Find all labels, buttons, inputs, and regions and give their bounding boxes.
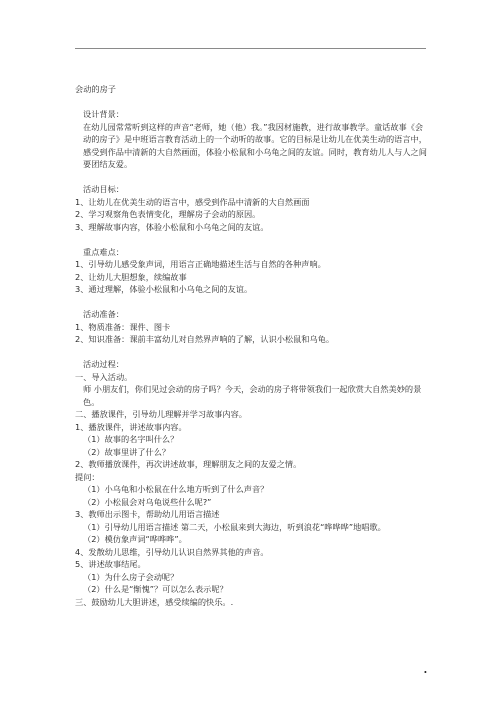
process-line: （1）小乌龟和小松鼠在什么地方听到了什么声音？ xyxy=(83,484,269,494)
process-intro-text: 师 小朋友们，你们见过会动的房子吗？今天，会动的房子将带领我们一起欣赏大自然美妙的景色。 xyxy=(83,384,422,407)
process-line: （2）小松鼠会对乌龟说些什么呢?” xyxy=(83,496,212,507)
background-paragraph: 在幼儿园常常听到这样的声音“老师，她（他）我。”我因材施教，进行故事教学。童话故事《会动的房子》是中班语言教育活动上的一个动听的故事。它的目标是让幼儿在优美生动的语言中，感受到作品中清新的大自然画面，体验小松鼠和小乌龟之间的友谊。同时，教育幼儿人与人之间要团结友爱。 xyxy=(83,121,427,169)
process-line: 三、鼓励幼儿大胆讲述，感受续编的快乐。. xyxy=(75,596,234,607)
preparation-heading: 活动准备： xyxy=(83,309,124,319)
process-line: （1）故事的名字叫什么？ xyxy=(83,434,179,444)
process-line: 1、播放课件，讲述故事内容。 xyxy=(75,421,187,432)
process-heading: 活动过程： xyxy=(83,359,124,369)
key-points-heading: 重点难点： xyxy=(83,246,124,257)
process-line: 4、发散幼儿思维，引导幼儿认识自然界其他的声音。 xyxy=(75,546,269,557)
process-intro-title: 一、导入活动。 xyxy=(75,371,133,382)
goals-heading: 活动目标： xyxy=(83,184,124,194)
document-title: 会动的房子 xyxy=(75,84,116,94)
document-body xyxy=(75,83,427,608)
preparation-item: 2、知识准备：课前丰富幼儿对自然界声响的了解，认识小松鼠和乌龟。 xyxy=(75,334,335,344)
key-point-item: 2、让幼儿大胆想象，续编故事 xyxy=(75,271,187,282)
process-line: （1）为什么房子会动呢？ xyxy=(83,571,179,582)
background-heading: 设计背景： xyxy=(83,109,124,119)
header-rule xyxy=(75,48,426,49)
process-line: （1）引导幼儿用语言描述 第二天，小松鼠来到大海边，听到浪花“哗哗哗”地唱歌。 xyxy=(83,521,386,532)
goal-item: 2、学习观察角色表情变化，理解房子会动的原因。 xyxy=(75,209,261,219)
goal-item: 3、理解故事内容，体验小松鼠和小乌龟之间的友谊。 xyxy=(75,221,269,232)
process-line: （2）什么是“惭愧”？可以怎么表示呢？ xyxy=(83,584,228,594)
key-point-item: 1、引导幼儿感受象声词，用语言正确地描述生活与自然的各种声响。 xyxy=(75,259,326,269)
process-line: 二、播放课件，引导幼儿理解并学习故事内容。 xyxy=(75,409,247,419)
process-line: 5、讲述故事结尾。 xyxy=(75,559,146,569)
process-line: （2）故事里讲了什么？ xyxy=(83,446,171,457)
preparation-item: 1、物质准备：课件、图卡 xyxy=(75,321,171,332)
process-line: 3、教师出示图卡，帮助幼儿用语言描述 xyxy=(75,509,220,519)
footer-mark: . xyxy=(422,658,428,677)
key-point-item: 3、通过理解，体验小松鼠和小乌龟之间的友谊。 xyxy=(75,284,253,294)
process-line: 提问： xyxy=(75,471,100,482)
process-line: 2、教师播放课件，再次讲述故事，理解朋友之间的友爱之情。 xyxy=(75,459,302,469)
process-line: （2）模仿象声词“哗哗哗”。 xyxy=(83,534,187,544)
goal-item: 1、让幼儿在优美生动的语言中，感受到作品中清新的大自然画面 xyxy=(75,196,310,207)
